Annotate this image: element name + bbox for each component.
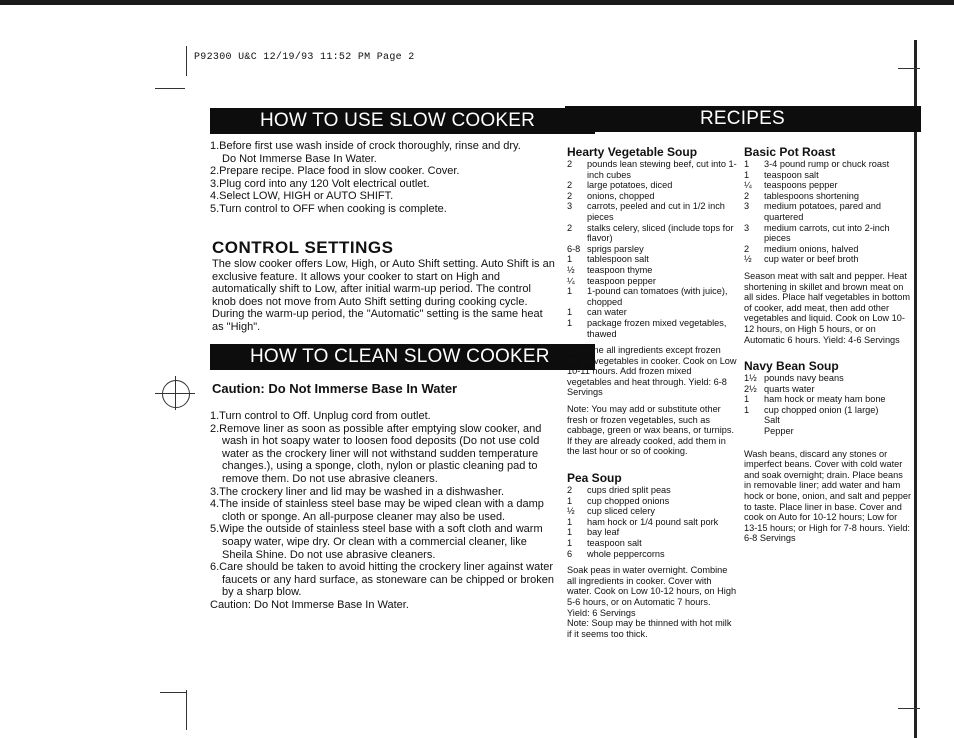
banner-how-to-use: HOW TO USE SLOW COOKER: [210, 108, 595, 134]
ingredient-text: cup sliced celery: [587, 506, 655, 517]
ingredient-row: [567, 549, 737, 560]
ingredient-row: [744, 254, 912, 265]
directions-navy: Wash beans, discard any stones or imperfect beans. Cover with cold water and soak overnight; drain. Place beans in removable liner; add water and ham hock or bone, onion, and salt and pepper to taste. Place liner in base. Cover and cook on Auto for 10-12 hours; Low for 13-15 hours; or High for 7-8 hours. Yield: 6-8 Servings: [744, 448, 912, 544]
ingredient-row: [744, 223, 912, 244]
ingredient-quantity: 2: [567, 485, 573, 496]
ingredient-text: pounds lean stewing beef, cut into 1-inch cubes: [587, 159, 737, 180]
ingredient-quantity: 1: [567, 495, 573, 506]
ingredient-row: [744, 426, 912, 437]
clean-step-6: 6.Care should be taken to avoid hitting the crockery liner against water faucets or any hard surface, as stoneware can be chipped or broken by a sharp blow.: [210, 561, 555, 599]
ingredient-row: [567, 180, 737, 191]
ingredient-text: teaspoons pepper: [764, 180, 838, 191]
crop-mark-bottom-left: [186, 690, 187, 730]
ingredient-text: bay leaf: [587, 527, 620, 538]
clean-caution-footer: Caution: Do Not Immerse Base In Water.: [210, 598, 409, 611]
use-step-2: 2.Prepare recipe. Place food in slow cooker. Cover.: [210, 165, 460, 178]
control-settings-heading: CONTROL SETTINGS: [212, 238, 394, 257]
use-step-5: 5.Turn control to OFF when cooking is complete.: [210, 202, 447, 215]
ingredient-text: can water: [587, 307, 627, 318]
recipe-title-pot-roast: Basic Pot Roast: [744, 145, 836, 159]
yield-pea: Yield: 6 Servings: [567, 607, 636, 618]
ingredient-text: cup chopped onion (1 large): [764, 404, 879, 415]
ingredient-quantity: 3: [744, 222, 750, 233]
ingredient-row: [744, 394, 912, 405]
use-steps-list: [210, 140, 555, 216]
ingredient-text: teaspoon salt: [587, 538, 642, 548]
ingredient-row: [567, 286, 737, 307]
ingredient-text: ham hock or meaty ham bone: [764, 394, 886, 405]
recipe-title-navy: Navy Bean Soup: [744, 359, 839, 374]
banner-recipes: RECIPES: [565, 106, 921, 132]
ingredient-quantity: 2½: [744, 383, 757, 394]
ingredient-text: onions, chopped: [587, 190, 655, 201]
ingredient-text: Salt: [764, 415, 780, 426]
ingredient-row: [567, 318, 737, 339]
ingredient-text: 1-pound can tomatoes (with juice), chopped: [587, 286, 728, 307]
ingredient-text: Pepper: [764, 426, 794, 437]
ingredient-row: [567, 496, 737, 507]
ingredient-row: [744, 384, 912, 395]
ingredient-row: [567, 527, 737, 538]
ingredient-quantity: ½: [744, 254, 752, 265]
ingredient-row: [744, 244, 912, 255]
ingredient-quantity: 2: [744, 243, 750, 254]
recipe-title-pea: Pea Soup: [567, 471, 622, 486]
use-step-4: 4.Select LOW, HIGH or AUTO SHIFT.: [210, 190, 394, 203]
registration-mark-right-top: [898, 68, 920, 69]
ingredient-quantity: 1: [567, 254, 573, 265]
top-border-line: [0, 0, 954, 5]
ingredient-row: [567, 223, 737, 244]
ingredient-text: tablespoons shortening: [764, 190, 860, 201]
ingredient-row: [567, 485, 737, 496]
ingredients-pea: [567, 485, 737, 559]
ingredient-quantity: ¼: [567, 275, 575, 286]
ingredient-text: stalks celery, sliced (include tops for flavor): [587, 222, 734, 244]
ingredient-quantity: 1: [567, 317, 573, 328]
directions-pea: Soak peas in water overnight. Combine all ingredients in cooker. Cover with water. Cook on Low 10-12 hours, on High 5-6 hours, or on Automatic 7 hours.: [567, 565, 737, 607]
ingredient-quantity: 1: [567, 527, 573, 538]
ingredient-row: [744, 373, 912, 384]
ingredient-row: [567, 201, 737, 222]
ingredient-row: [744, 405, 912, 416]
print-slug: P92300 U&C 12/19/93 11:52 PM Page 2: [194, 52, 415, 63]
ingredient-text: teaspoon salt: [764, 169, 819, 180]
ingredient-text: sprigs parsley: [587, 243, 644, 254]
ingredient-row: [567, 265, 737, 276]
ingredient-text: medium potatoes, pared and quartered: [764, 201, 881, 222]
ingredients-navy: [744, 373, 912, 437]
ingredient-text: teaspoon thyme: [587, 264, 653, 275]
ingredient-quantity: [744, 415, 764, 426]
ingredient-quantity: 2: [567, 190, 573, 201]
registration-mark-right-bottom: [898, 708, 920, 709]
ingredient-row: [567, 538, 737, 549]
ingredient-row: [567, 506, 737, 517]
ingredients-pot-roast: [744, 159, 912, 265]
ingredient-text: medium onions, halved: [764, 243, 859, 254]
ingredient-text: whole peppercorns: [587, 548, 665, 559]
ingredient-quantity: ¼: [744, 180, 752, 191]
clean-step-5: 5.Wipe the outside of stainless steel base with a soft cloth and warm soapy water, wipe dry. Or clean with a commercial cleaner, like Sheila Shine. Do not use abrasive cleaners.: [210, 523, 543, 561]
ingredient-quantity: 2: [567, 159, 573, 169]
clean-step-1: 1.Turn control to Off. Unplug cord from outlet.: [210, 410, 431, 422]
use-step-3: 3.Plug cord into any 120 Volt electrical outlet.: [210, 177, 430, 190]
ingredient-row: [567, 254, 737, 265]
directions-pot-roast: Season meat with salt and pepper. Heat shortening in skillet and brown meat on all sides. Place half vegetables in bottom of cooker, add meat, then add other vegetables and liquid. Cook on Low 10-12 hours, on High 5 hours, or on Automatic 6 hours. Yield: 4-6 Servings: [744, 270, 910, 345]
ingredient-row: [744, 191, 912, 202]
ingredient-quantity: 2: [744, 190, 750, 201]
ingredient-quantity: 2: [567, 222, 573, 233]
ingredient-quantity: ½: [567, 264, 575, 275]
ingredient-text: teaspoon pepper: [587, 275, 656, 286]
crop-mark-tick-bottom: [160, 692, 186, 693]
ingredient-text: carrots, peeled and cut in 1/2 inch pieces: [587, 201, 725, 222]
ingredient-text: tablespoon salt: [587, 254, 649, 265]
ingredient-quantity: 2: [567, 180, 573, 191]
clean-step-3: 3.The crockery liner and lid may be washed in a dishwasher.: [210, 485, 505, 498]
ingredient-quantity: [744, 426, 764, 437]
ingredient-quantity: 1: [744, 169, 750, 180]
banner-how-to-clean: HOW TO CLEAN SLOW COOKER: [210, 344, 595, 370]
ingredient-row: [567, 244, 737, 255]
use-step-1-caution: Do Not Immerse Base In Water.: [222, 152, 377, 165]
ingredient-text: ham hock or 1/4 pound salt pork: [587, 516, 719, 527]
registration-circle-left: [162, 380, 190, 408]
ingredient-text: cup water or beef broth: [764, 254, 859, 265]
ingredient-row: [744, 201, 912, 222]
ingredient-quantity: 6-8: [567, 243, 581, 254]
ingredient-quantity: 1: [567, 307, 573, 318]
ingredient-text: quarts water: [764, 383, 815, 394]
recipes-column-right: [744, 145, 912, 544]
ingredient-row: [567, 276, 737, 287]
note-hearty: Note: You may add or substitute other fresh or frozen vegetables, such as cabbage, green or wax beans, or turnips. If they are already cooked, add them in the last hour or so of cooking.: [567, 404, 735, 457]
page-right-edge: [914, 40, 917, 738]
caution-heading: Caution: Do Not Immerse Base In Water: [212, 381, 458, 396]
clean-step-2: 2.Remove liner as soon as possible after emptying slow cooker, and wash in hot soapy water to loosen food deposits (Do not use cold water as the crockery liner will not withstand sudden temperature changes.), using a sponge, cloth, nylon or plastic cleaning pad to remove them. Do not use abrasive cleaners.: [210, 422, 542, 485]
ingredient-text: pounds navy beans: [764, 373, 844, 384]
ingredient-quantity: 1: [744, 394, 750, 405]
ingredients-hearty: [567, 159, 737, 339]
ingredient-quantity: 1½: [744, 373, 757, 384]
control-settings-text: The slow cooker offers Low, High, or Auto Shift setting. Auto Shift is an exclusive feature. It allows your cooker to start on High and automatically shift to Low, after initial warm-up period. The control knob does not move from Auto Shift setting during cooking cycle. During the warm-up period, the "Automatic" setting is the same heat as "High".: [212, 258, 555, 333]
ingredient-quantity: 6: [567, 548, 573, 559]
ingredient-row: [744, 170, 912, 181]
ingredient-text: medium carrots, cut into 2-inch pieces: [764, 222, 890, 244]
clean-steps-list: [210, 410, 555, 612]
crop-mark-tick: [155, 88, 185, 89]
recipe-title-hearty: Hearty Vegetable Soup: [567, 145, 698, 159]
ingredient-quantity: ½: [567, 506, 575, 517]
ingredient-text: package frozen mixed vegetables, thawed: [587, 317, 727, 339]
ingredient-quantity: 3: [567, 201, 573, 212]
ingredient-quantity: 1: [744, 404, 750, 415]
ingredient-row: [744, 180, 912, 191]
ingredient-row: [567, 191, 737, 202]
ingredient-quantity: 1: [744, 159, 750, 169]
ingredient-row: [567, 159, 737, 180]
ingredient-text: cup chopped onions: [587, 495, 670, 506]
ingredient-row: [567, 517, 737, 528]
ingredient-text: cups dried split peas: [587, 485, 671, 496]
clean-step-4: 4.The inside of stainless steel base may be wiped clean with a damp cloth or sponge. An all-purpose cleaner may also be used.: [210, 498, 544, 523]
ingredient-row: [744, 159, 912, 170]
ingredient-text: large potatoes, diced: [587, 180, 673, 191]
recipes-column-middle: [567, 145, 737, 639]
crop-mark-top-left: [186, 46, 187, 76]
note-pea: Note: Soup may be thinned with hot milk if it seems too thick.: [567, 618, 732, 639]
directions-hearty: Combine all ingredients except frozen mixed vegetables in cooker. Cook on Low 10-11 hours. Add frozen mixed vegetables and heat through. Yield: 6-8 Servings: [567, 345, 737, 398]
ingredient-text: 3-4 pound rump or chuck roast: [764, 159, 890, 169]
ingredient-quantity: 1: [567, 286, 573, 297]
ingredient-quantity: 1: [567, 516, 573, 527]
use-step-1: 1.Before first use wash inside of crock thoroughly, rinse and dry.: [210, 140, 521, 152]
ingredient-row: [567, 307, 737, 318]
registration-cross-v: [175, 376, 176, 410]
ingredient-quantity: 3: [744, 201, 750, 212]
ingredient-row: [744, 415, 912, 426]
ingredient-quantity: 1: [567, 538, 573, 548]
